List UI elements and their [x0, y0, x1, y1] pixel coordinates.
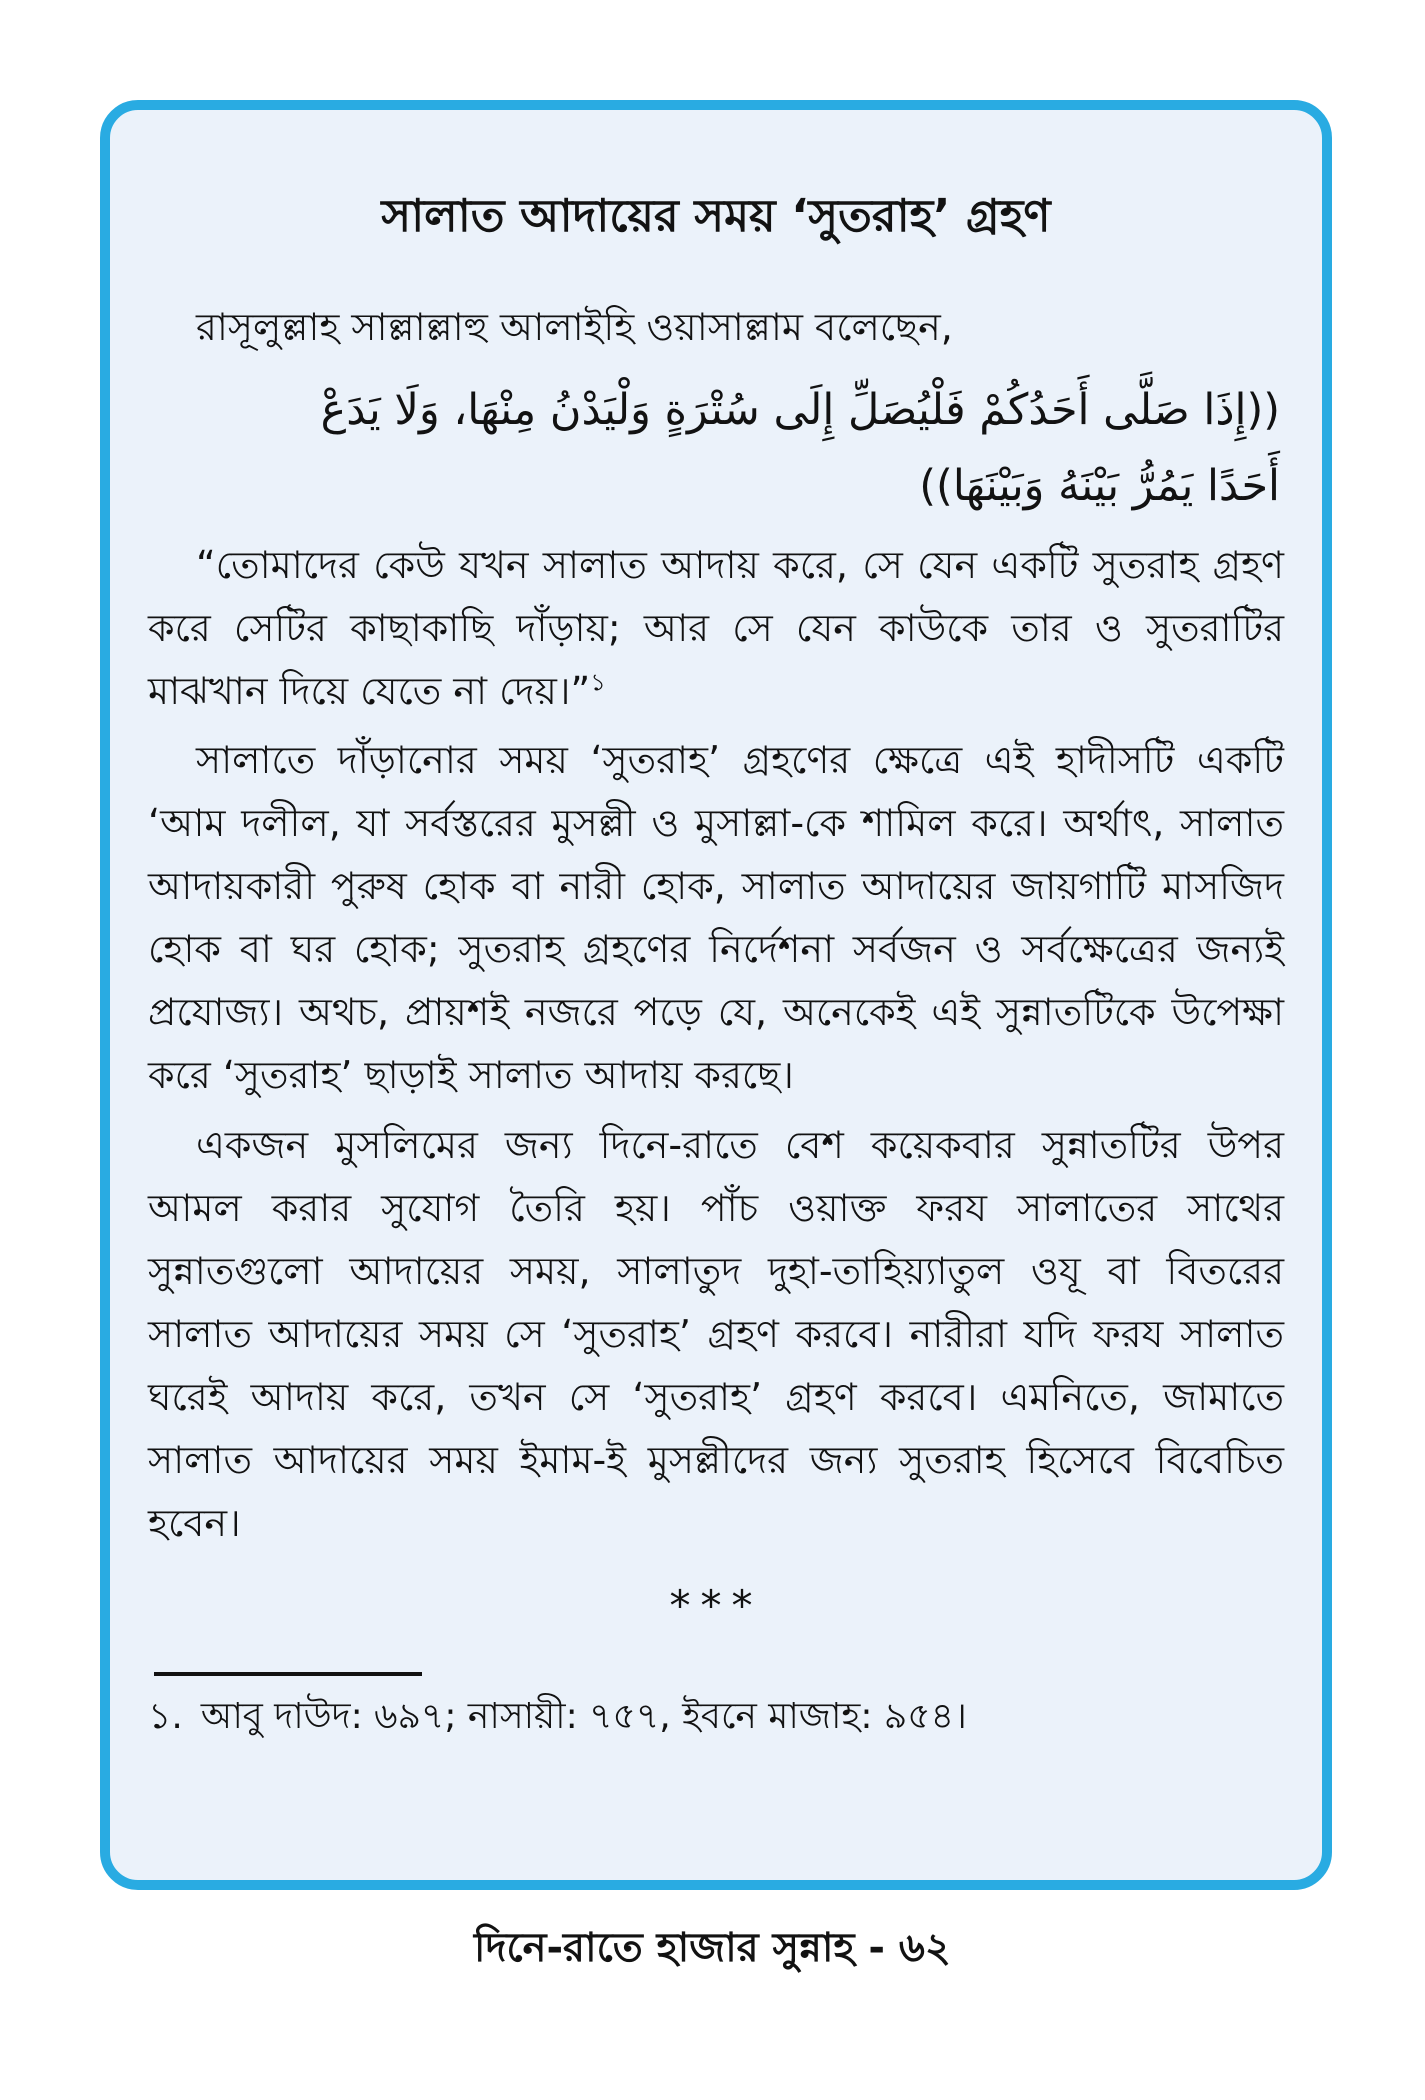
intro-line: রাসূলুল্লাহ সাল্লাল্লাহু আলাইহি ওয়াসাল্লাম বলেছেন, [196, 305, 953, 350]
page-footer-book-title-and-number: দিনে-রাতে হাজার সুন্নাহ - ৬২ [474, 1925, 951, 1971]
footnote [148, 1690, 1284, 1744]
footnote-text: আবু দাউদ: ৬৯৭; নাসায়ী: ৭৫৭, ইবনে মাজাহ: ৯৫৪। [200, 1696, 967, 1738]
arabic-hadith-line-2: أَحَدًا يَمُرُّ بَيْنَهُ وَبَيْنَهَا)) [919, 460, 1280, 511]
arabic-hadith-block [148, 365, 1284, 534]
footnote-reference-superscript: ১ [590, 668, 606, 697]
hadith-translation-text: “তোমাদের কেউ যখন সালাত আদায় করে, সে যেন একটি সুতরাহ গ্রহণ করে সেটির কাছাকাছি দাঁড়ায়; আর সে যেন কাউকে তার ও সুতরাটির মাঝখান দিয়ে যেতে না দেয়।” [148, 542, 1284, 713]
footnote-marker: ১. [148, 1696, 183, 1738]
section-end-stars: *** [669, 1581, 763, 1631]
chapter-title: সালাত আদায়ের সময় ‘সুতরাহ’ গ্রহণ [381, 189, 1051, 242]
footnote-separator-rule [154, 1672, 422, 1676]
body-paragraph-1: সালাতে দাঁড়ানোর সময় ‘সুতরাহ’ গ্রহণের ক্ষেত্রে এই হাদীসটি একটি ‘আম দলীল, যা সর্বস্তরের মুসল্লী ও মুসাল্লা-কে শামিল করে। অর্থাৎ, সালাত আদায়কারী পুরুষ হোক বা নারী হোক, সালাত আদায়ের জায়গাটি মাসজিদ হোক বা ঘর হোক; সুতরাহ গ্রহণের নির্দেশনা সর্বজন ও সর্বক্ষেত্রের জন্যই প্রযোজ্য। অথচ, প্রায়শই নজরে পড়ে যে, অনেকেই এই সুন্নাতটিকে উপেক্ষা করে ‘সুতরাহ’ ছাড়াই সালাত আদায় করছে। [148, 738, 1284, 1098]
arabic-hadith-line-1: ((إِذَا صَلَّى أَحَدُكُمْ فَلْيُصَلِّ إِلَى سُتْرَةٍ وَلْيَدْنُ مِنْهَا، وَلَا يَدَعْ [320, 385, 1280, 436]
body-paragraph-2: একজন মুসলিমের জন্য দিনে-রাতে বেশ কয়েকবার সুন্নাতটির উপর আমল করার সুযোগ তৈরি হয়। পাঁচ ওয়াক্ত ফরয সালাতের সাথের সুন্নাতগুলো আদায়ের সময়, সালাতুদ দুহা-তাহিয়্যাতুল ওযূ বা বিতরের সালাত আদায়ের সময় সে ‘সুতরাহ’ গ্রহণ করবে। নারীরা যদি ফরয সালাত ঘরেই আদায় করে, তখন সে ‘সুতরাহ’ গ্রহণ করবে। এমনিতে, জামাতে সালাত আদায়ের সময় ইমাম-ই মুসল্লীদের জন্য সুতরাহ হিসেবে বিবেচিত হবেন। [148, 1122, 1284, 1545]
hadith-translation-paragraph [148, 534, 1284, 723]
bordered-content-box [100, 100, 1332, 1890]
